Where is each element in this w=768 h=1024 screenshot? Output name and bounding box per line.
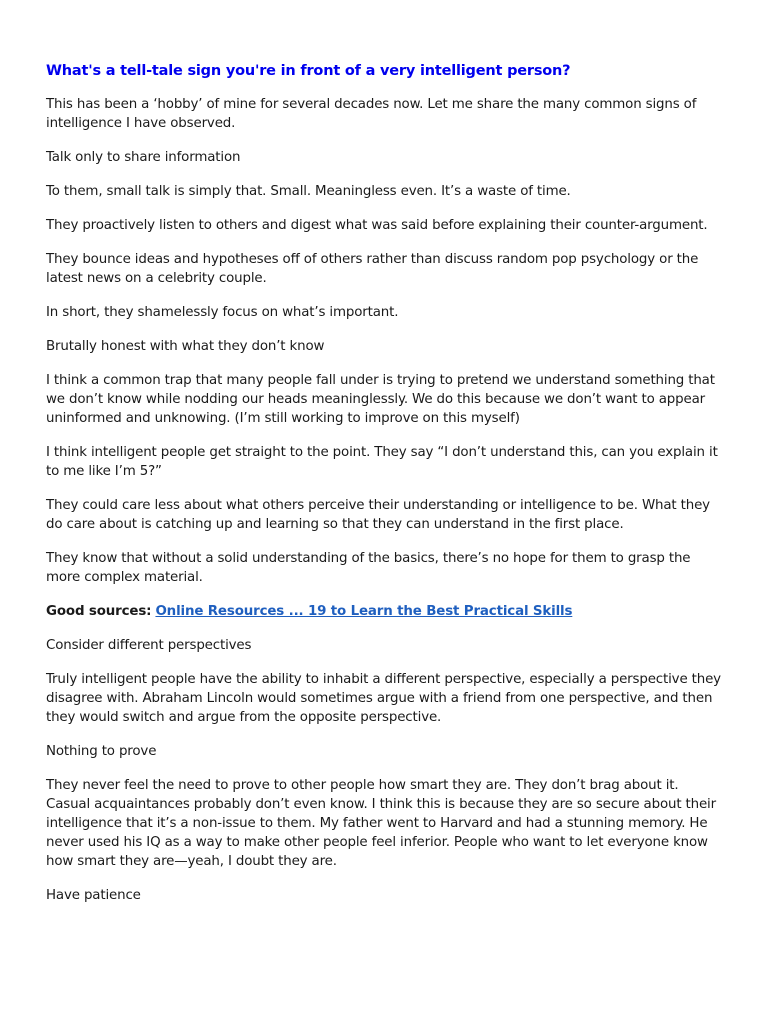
section-heading: Talk only to share information bbox=[46, 150, 241, 165]
sources-link[interactable]: Online Resources ... 19 to Learn the Best Practical Skills bbox=[155, 604, 573, 619]
paragraph: They never feel the need to prove to other people how smart they are. They don’t brag about it. Casual acquaintances probably don’t even know. I think this is because they are so secure about their intelligence that it’s a non-issue to them. My father went to Harvard and had a stunning memory. He never used his IQ as a way to make other people feel inferior. People who want to let everyone know how smart they are—yeah, I doubt they are. bbox=[46, 778, 716, 869]
section-heading: Nothing to prove bbox=[46, 744, 157, 759]
question-title: What's a tell-tale sign you're in front of a very intelligent person? bbox=[46, 63, 571, 79]
section-heading: Have patience bbox=[46, 888, 141, 903]
sources-label: Good sources: bbox=[46, 604, 152, 619]
section-heading: Brutally honest with what they don’t know bbox=[46, 339, 325, 354]
paragraph: To them, small talk is simply that. Small. Meaningless even. It’s a waste of time. bbox=[46, 184, 571, 199]
paragraph: They bounce ideas and hypotheses off of others rather than discuss random pop psychology or the latest news on a celebrity couple. bbox=[46, 252, 699, 286]
paragraph: Truly intelligent people have the ability to inhabit a different perspective, especially a perspective they disagree with. Abraham Lincoln would sometimes argue with a friend from one perspective, and then they would switch and argue from the opposite perspective. bbox=[46, 672, 721, 725]
paragraph: They know that without a solid understanding of the basics, there’s no hope for them to grasp the more complex material. bbox=[46, 551, 691, 585]
document-body bbox=[46, 62, 726, 920]
paragraph: I think intelligent people get straight to the point. They say “I don’t understand this, can you explain it to me like I’m 5?” bbox=[46, 445, 718, 479]
paragraph: They proactively listen to others and digest what was said before explaining their counter-argument. bbox=[46, 218, 708, 233]
paragraph: This has been a ‘hobby’ of mine for several decades now. Let me share the many common signs of intelligence I have observed. bbox=[46, 97, 697, 131]
section-heading: Consider different perspectives bbox=[46, 638, 252, 653]
paragraph: They could care less about what others perceive their understanding or intelligence to be. What they do care about is catching up and learning so that they can understand in the first place. bbox=[46, 498, 710, 532]
paragraph: I think a common trap that many people fall under is trying to pretend we understand something that we don’t know while nodding our heads meaninglessly. We do this because we don’t want to appear uninformed and unknowing. (I’m still working to improve on this myself) bbox=[46, 373, 715, 426]
paragraph: In short, they shamelessly focus on what’s important. bbox=[46, 305, 399, 320]
sources-line bbox=[46, 602, 726, 621]
